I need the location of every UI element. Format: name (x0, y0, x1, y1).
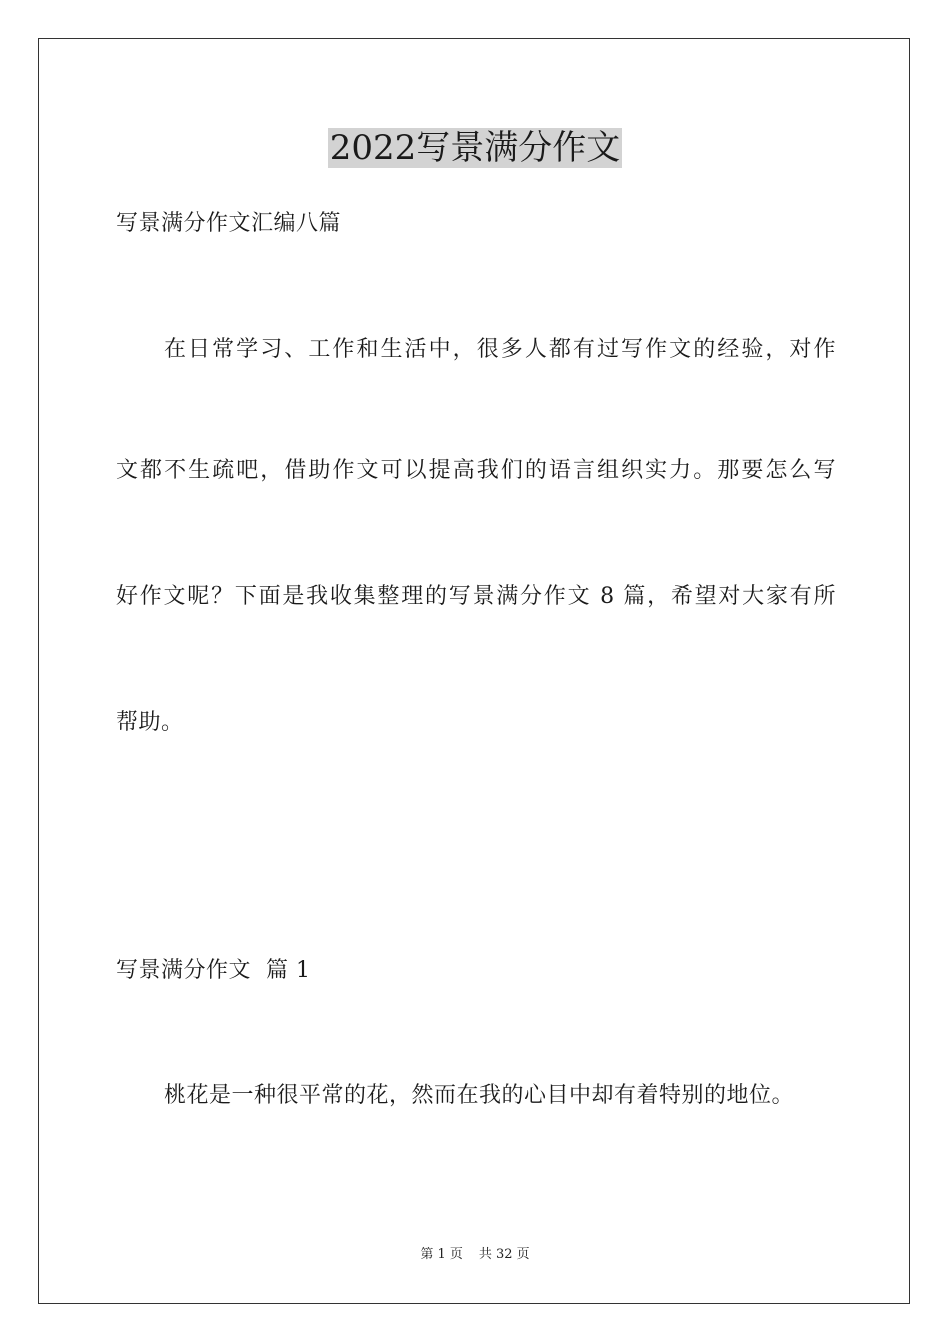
document-title (0, 128, 950, 168)
intro-line-3: 好作文呢？下面是我收集整理的写景满分作文 8 篇，希望对大家有所 (116, 584, 836, 609)
intro-line-4: 帮助。 (116, 710, 184, 735)
intro-line-1: 在日常学习、工作和生活中，很多人都有过写作文的经验，对作 (164, 337, 836, 362)
page-total: 共 32 页 (478, 1247, 530, 1262)
section-paragraph-line: 桃花是一种很平常的花，然而在我的心目中却有着特别的地位。 (164, 1083, 795, 1108)
page-number: 第 1 页 (420, 1247, 463, 1262)
section-heading: 写景满分作文 篇 1 (116, 958, 311, 983)
document-subtitle: 写景满分作文汇编八篇 (116, 211, 342, 236)
page-footer (0, 1246, 950, 1264)
intro-line-2: 文都不生疏吧，借助作文可以提高我们的语言组织实力。那要怎么写 (116, 458, 836, 483)
document-title-text: 2022写景满分作文 (329, 128, 621, 168)
